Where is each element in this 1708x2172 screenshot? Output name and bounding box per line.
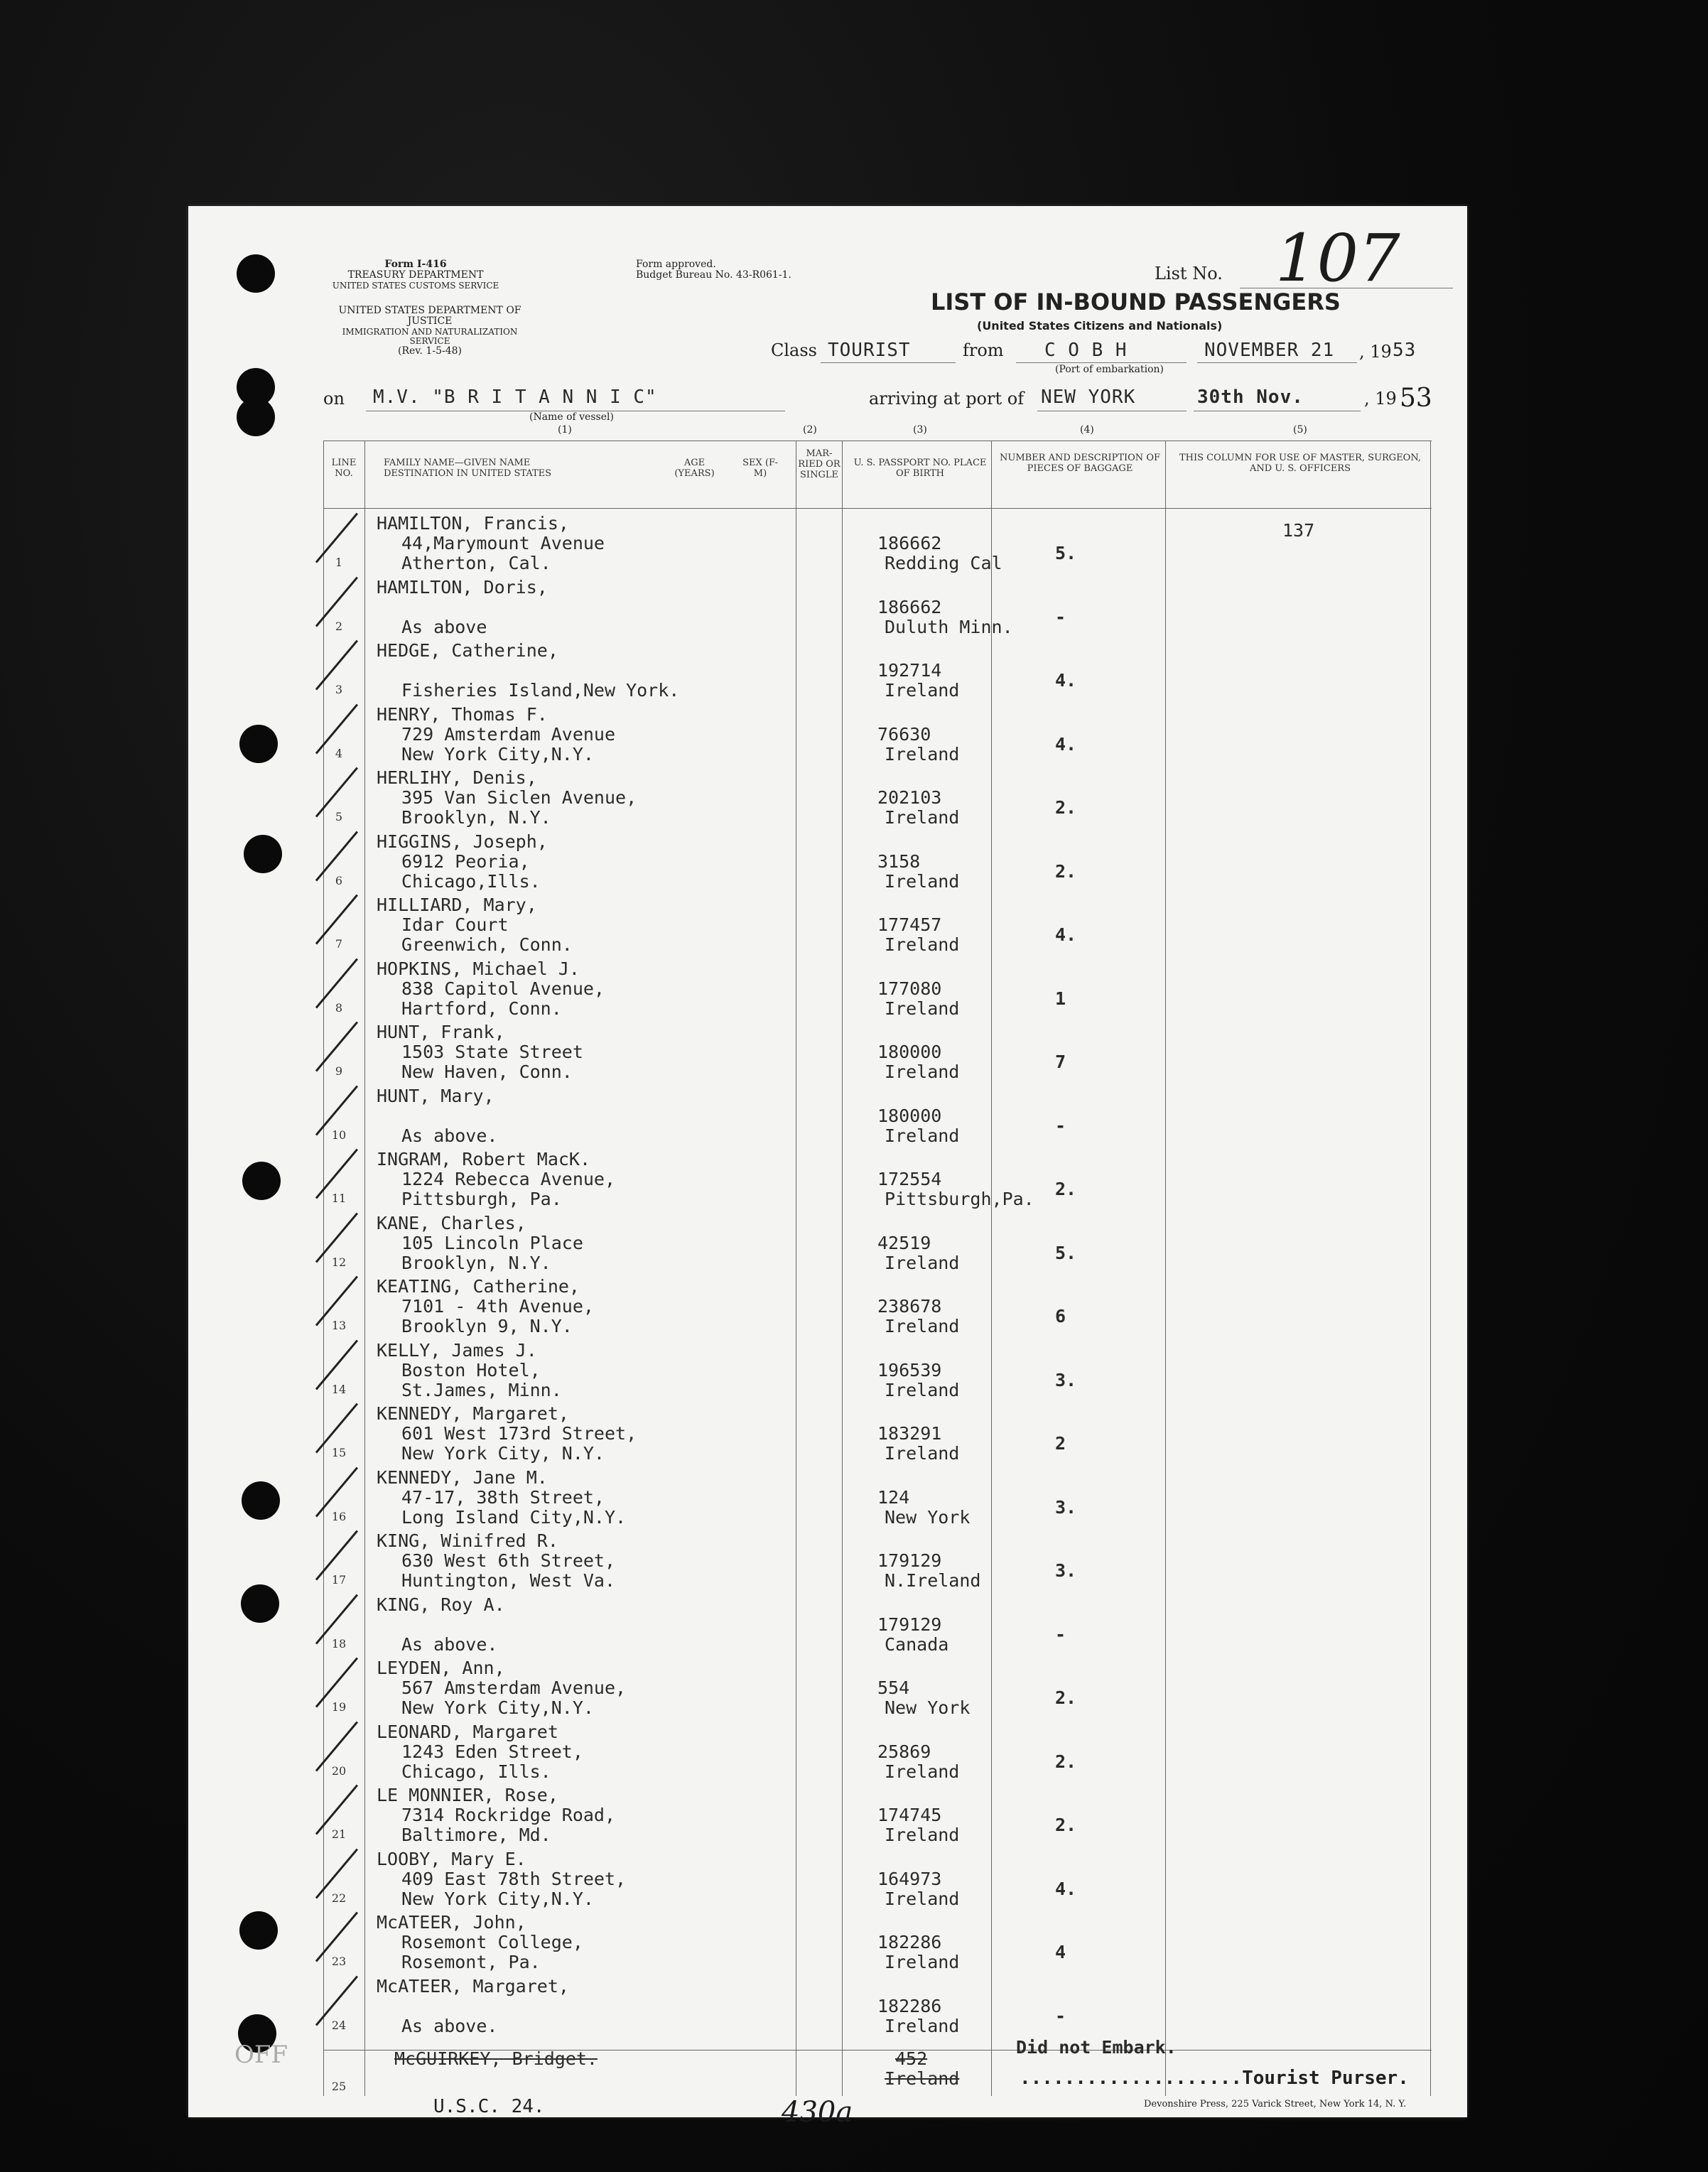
passport-number: 179129: [877, 1614, 942, 1635]
passenger-name-struck: McGUIRKEY, Bridget.: [394, 2048, 598, 2069]
place-of-birth: New York: [885, 1506, 971, 1528]
passport-number: 179129: [877, 1550, 942, 1571]
passenger-name: LOOBY, Mary E.: [377, 1848, 526, 1869]
passenger-name: HUNT, Mary,: [377, 1085, 494, 1106]
line-number: 16: [331, 1509, 347, 1523]
place-of-birth: Ireland: [885, 934, 960, 955]
place-of-birth: Ireland: [885, 1825, 960, 1845]
col-header-age: AGE (YEARS): [674, 458, 715, 479]
address-line-1: 1243 Eden Street,: [401, 1741, 583, 1762]
line-number: 18: [331, 1636, 347, 1650]
baggage-count: 2.: [1055, 1179, 1077, 1199]
passport-number: 164973: [877, 1868, 942, 1889]
table-row: [323, 1593, 1432, 1656]
justice-line-1: UNITED STATES DEPARTMENT OF JUSTICE: [338, 305, 521, 328]
place-of-birth: Ireland: [885, 1761, 960, 1782]
table-row: [323, 1084, 1432, 1147]
passenger-name: KING, Winifred R.: [377, 1530, 558, 1551]
baggage-count: 2.: [1055, 1687, 1077, 1708]
address-line-1: 395 Van Siclen Avenue,: [401, 787, 637, 808]
usc-code: U.S.C. 24.: [433, 2096, 545, 2117]
list-no-label: List No.: [1155, 264, 1223, 283]
line-number: 11: [331, 1192, 347, 1205]
line-number: 21: [331, 1827, 347, 1841]
punch-hole: [237, 398, 275, 436]
departure-year-value: 53: [1393, 340, 1417, 361]
passenger-name: HILLIARD, Mary,: [377, 895, 537, 915]
baggage-count: 4.: [1055, 670, 1077, 691]
address-line-1: Rosemont College,: [401, 1932, 583, 1952]
line-number: 20: [331, 1763, 347, 1778]
arrival-year-prefix: , 19: [1364, 389, 1397, 409]
line-number: 19: [331, 1700, 347, 1714]
arrival-date-value: 30th Nov.: [1197, 387, 1304, 408]
place-of-birth: Ireland: [885, 1061, 960, 1082]
line-number: 9: [335, 1064, 343, 1078]
baggage-count: 7: [1055, 1052, 1066, 1072]
passport-number: 180000: [877, 1105, 942, 1126]
table-row: [323, 1720, 1432, 1783]
address-line-2: Hartford, Conn.: [401, 998, 562, 1019]
passport-number: 554: [877, 1677, 910, 1698]
table-row: [323, 1529, 1432, 1592]
table-row: [323, 1211, 1432, 1275]
address-line-2: New York City,N.Y.: [401, 743, 594, 764]
baggage-count: 3.: [1055, 1560, 1077, 1581]
passenger-name: KELLY, James J.: [377, 1339, 537, 1361]
baggage-count: -: [1055, 1623, 1066, 1645]
passenger-name: LEYDEN, Ann,: [377, 1658, 505, 1678]
place-of-birth: Canada: [885, 1633, 949, 1655]
address-line-2: As above: [401, 616, 487, 637]
class-value: TOURIST: [828, 340, 911, 361]
address-line-1: 601 West 173rd Street,: [401, 1423, 637, 1444]
address-line-1: 630 West 6th Street,: [401, 1550, 616, 1571]
page-subtitle: (United States Citizens and Nationals): [977, 319, 1223, 333]
table-row: [323, 1847, 1432, 1911]
table-row: [323, 1275, 1432, 1338]
page-title: LIST OF IN-BOUND PASSENGERS: [931, 288, 1341, 315]
baggage-count: 2: [1055, 1433, 1066, 1454]
table-row: [323, 1656, 1432, 1719]
line-number: 1: [335, 556, 343, 569]
departure-date-value: NOVEMBER 21: [1204, 340, 1335, 361]
passenger-name: McATEER, John,: [377, 1912, 526, 1933]
address-line-1: 567 Amsterdam Avenue,: [401, 1677, 627, 1698]
place-of-birth: Ireland: [885, 1888, 960, 1909]
place-of-birth: Pittsburgh,Pa.: [885, 1189, 1034, 1209]
line-number: 6: [335, 873, 343, 887]
address-line-2: Fisheries Island,New York.: [401, 680, 680, 701]
table-row: [323, 1147, 1432, 1211]
punch-hole: [242, 1481, 280, 1520]
baggage-count: 6: [1055, 1306, 1066, 1327]
place-of-birth: Redding Cal: [885, 553, 1002, 573]
passport-number: 172554: [877, 1169, 942, 1189]
punch-hole: [239, 1911, 278, 1950]
col-number-1: (1): [558, 424, 572, 436]
address-line-2: Brooklyn, N.Y.: [401, 807, 551, 828]
place-of-birth: Ireland: [885, 680, 960, 701]
passenger-name: HEDGE, Catherine,: [377, 640, 558, 661]
table-row: [323, 576, 1432, 639]
baggage-count: 4: [1055, 1942, 1066, 1962]
place-of-birth: New York: [885, 1697, 971, 1718]
officer-note: 137: [1282, 520, 1315, 541]
vessel-value: M.V. "B R I T A N N I C": [373, 387, 657, 408]
baggage-count: -: [1055, 1115, 1066, 1136]
address-line-1: Boston Hotel,: [401, 1359, 541, 1381]
did-not-embark-note: Did not Embark.: [1016, 2037, 1177, 2058]
on-label: on: [323, 389, 345, 409]
address-line-1: Idar Court: [401, 914, 509, 935]
passenger-name: HUNT, Frank,: [377, 1022, 505, 1042]
col-header-baggage: NUMBER AND DESCRIPTION OF PIECES OF BAGGAGE: [999, 453, 1160, 474]
arrival-port-value: NEW YORK: [1041, 387, 1136, 408]
passport-number: 183291: [877, 1423, 942, 1444]
line-number: 8: [335, 1000, 343, 1015]
place-of-birth: Ireland: [885, 1379, 960, 1400]
punch-hole: [239, 725, 278, 763]
approval-line-2: Budget Bureau No. 43-R061-1.: [636, 269, 791, 281]
passenger-name: HIGGINS, Joseph,: [377, 831, 548, 852]
address-line-2: Long Island City,N.Y.: [401, 1506, 627, 1528]
address-line-2: Huntington, West Va.: [401, 1570, 616, 1591]
address-line-1: 1503 State Street: [401, 1042, 583, 1062]
place-of-birth: Ireland: [885, 1443, 960, 1464]
address-line-1: 47-17, 38th Street,: [401, 1486, 605, 1508]
arriving-label: arriving at port of: [869, 389, 1025, 409]
justice-line-3: (Rev. 1-5-48): [398, 345, 462, 357]
passport-number-struck: 452: [895, 2048, 928, 2069]
passport-number: 25869: [877, 1741, 931, 1762]
passport-number: 3158: [877, 850, 921, 872]
class-label: Class: [771, 340, 817, 360]
address-line-1: 7314 Rockridge Road,: [401, 1805, 616, 1825]
embark-port-label: (Port of embarkation): [1055, 364, 1164, 375]
place-of-birth: Ireland: [885, 807, 960, 828]
passenger-name: KENNEDY, Jane M.: [377, 1466, 548, 1488]
passport-number: 174745: [877, 1805, 942, 1825]
address-line-2: New York City, N.Y.: [401, 1443, 605, 1464]
line-number: 23: [331, 1955, 347, 1968]
passport-number: 76630: [877, 723, 931, 745]
handwritten-number: 430a: [782, 2096, 853, 2129]
line-number: 12: [331, 1255, 347, 1269]
address-line-2: New Haven, Conn.: [401, 1061, 573, 1082]
place-of-birth: Ireland: [885, 743, 960, 764]
place-of-birth: Ireland: [885, 1316, 960, 1336]
baggage-count: -: [1055, 606, 1066, 627]
header-bottom-rule: [323, 508, 1432, 509]
passenger-name: KENNEDY, Margaret,: [377, 1403, 569, 1424]
line-number: 15: [331, 1446, 347, 1459]
address-line-1: 729 Amsterdam Avenue: [401, 723, 616, 745]
address-line-2: New York City,N.Y.: [401, 1888, 594, 1909]
baggage-count: 2.: [1055, 1751, 1077, 1772]
baggage-count: 2.: [1055, 797, 1077, 818]
form-number: Form I-416: [384, 259, 447, 270]
baggage-count: 2.: [1055, 1815, 1077, 1835]
passport-number: 196539: [877, 1359, 942, 1381]
address-line-2: Brooklyn, N.Y.: [401, 1252, 551, 1273]
baggage-count: -: [1055, 2005, 1066, 2026]
address-line-2: As above.: [401, 1633, 498, 1655]
class-underline: [821, 362, 956, 363]
address-line-1: 838 Capitol Avenue,: [401, 978, 605, 999]
address-line-2: As above.: [401, 1125, 498, 1146]
address-line-1: 409 East 78th Street,: [401, 1868, 627, 1889]
table-row: [323, 1911, 1432, 1974]
justice-block: [323, 306, 536, 357]
line-number: 10: [331, 1128, 347, 1142]
passport-number: 186662: [877, 596, 942, 617]
baggage-count: 3.: [1055, 1369, 1077, 1390]
dept-line-1: TREASURY DEPARTMENT: [347, 269, 484, 281]
address-line-1: 6912 Peoria,: [401, 850, 530, 872]
approval-line-1: Form approved.: [636, 259, 716, 270]
address-line-2: Rosemont, Pa.: [401, 1952, 541, 1972]
table-row: [323, 1020, 1432, 1084]
passport-number: 182286: [877, 1995, 942, 2016]
passport-number: 180000: [877, 1042, 942, 1062]
arrival-year-value: 53: [1400, 384, 1432, 413]
line-number: 7: [335, 937, 343, 951]
departure-date-underline: [1197, 362, 1357, 363]
address-line-2: New York City,N.Y.: [401, 1697, 594, 1718]
passenger-name: HAMILTON, Doris,: [377, 576, 548, 598]
passenger-name: KEATING, Catherine,: [377, 1276, 580, 1297]
passport-number: 182286: [877, 1932, 942, 1952]
table-row: [323, 830, 1432, 893]
passenger-name: HERLIHY, Denis,: [377, 767, 537, 788]
baggage-count: 4.: [1055, 733, 1077, 755]
col-number-4: (4): [1080, 424, 1094, 436]
passenger-name: LEONARD, Margaret: [377, 1721, 558, 1742]
line-number: 3: [335, 683, 343, 696]
line-number: 2: [335, 619, 343, 633]
baggage-count: 3.: [1055, 1496, 1077, 1518]
table-row: [323, 1783, 1432, 1847]
address-line-1: 7101 - 4th Avenue,: [401, 1296, 594, 1317]
place-of-birth: Ireland: [885, 998, 960, 1019]
col-header-line-no: LINE NO.: [331, 458, 357, 479]
place-of-birth: Duluth Minn.: [885, 616, 1013, 637]
baggage-count: 5.: [1055, 543, 1077, 563]
passenger-name: HAMILTON, Francis,: [377, 513, 569, 534]
place-of-birth: Ireland: [885, 870, 960, 892]
table-row: [323, 957, 1432, 1020]
line-number: 24: [331, 2018, 347, 2032]
line-number: 17: [331, 1573, 347, 1587]
birthplace-struck: Ireland: [885, 2068, 960, 2089]
passenger-name: HENRY, Thomas F.: [377, 703, 548, 725]
col-header-passport: U. S. PASSPORT NO. PLACE OF BIRTH: [853, 458, 987, 479]
address-line-2: Greenwich, Conn.: [401, 934, 573, 955]
place-of-birth: Ireland: [885, 1252, 960, 1273]
table-row: [323, 512, 1432, 575]
printer-imprint: Devonshire Press, 225 Varick Street, New York 14, N. Y.: [1144, 2099, 1407, 2109]
address-line-1: 105 Lincoln Place: [401, 1232, 583, 1253]
passenger-name: KING, Roy A.: [377, 1594, 505, 1615]
punch-hole: [237, 254, 275, 293]
place-of-birth: N.Ireland: [885, 1570, 981, 1591]
table-row: [323, 1466, 1432, 1529]
passport-number: 42519: [877, 1232, 931, 1253]
address-line-2: As above.: [401, 2015, 498, 2036]
passport-number: 202103: [877, 787, 942, 808]
baggage-count: 2.: [1055, 860, 1077, 882]
table-row: [323, 1974, 1432, 2038]
passenger-name: McATEER, Margaret,: [377, 1975, 569, 1997]
col-header-sex: SEX (F-M): [742, 458, 778, 479]
form-dept-block: [330, 259, 501, 291]
baggage-count: 5.: [1055, 1242, 1077, 1263]
embark-port-value: C O B H: [1044, 340, 1128, 361]
list-no-value: 107: [1275, 220, 1400, 296]
passport-number: 177080: [877, 978, 942, 999]
address-line-1: 1224 Rebecca Avenue,: [401, 1169, 616, 1189]
passenger-name: KANE, Charles,: [377, 1212, 526, 1233]
punch-hole: [241, 1584, 279, 1623]
line-number: 14: [331, 1382, 347, 1396]
passport-number: 238678: [877, 1296, 942, 1317]
baggage-count: 4.: [1055, 1878, 1077, 1899]
punch-hole: [242, 1162, 281, 1200]
table-row: [323, 639, 1432, 702]
approval-block: [636, 259, 863, 281]
margin-note: OFF: [234, 2041, 288, 2069]
col-header-married: MAR-RIED OR SINGLE: [798, 448, 841, 480]
passport-number: 124: [877, 1486, 910, 1508]
col-number-3: (3): [913, 424, 927, 436]
col-number-2: (2): [803, 424, 817, 436]
table-row: [323, 1402, 1432, 1465]
vessel-label: (Name of vessel): [529, 411, 614, 423]
address-line-2: St.James, Minn.: [401, 1379, 562, 1400]
col-header-name: FAMILY NAME—GIVEN NAME DESTINATION IN UNITED STATES: [384, 458, 552, 479]
passenger-name: LE MONNIER, Rose,: [377, 1785, 558, 1805]
address-line-2: Chicago,Ills.: [401, 870, 541, 892]
col-number-5: (5): [1293, 424, 1307, 436]
table-row: [323, 893, 1432, 956]
passport-number: 192714: [877, 660, 942, 681]
place-of-birth: Ireland: [885, 1125, 960, 1146]
place-of-birth: Ireland: [885, 2015, 960, 2036]
passport-number: 177457: [877, 914, 942, 935]
tourist-purser-line: ....................Tourist Purser.: [1020, 2068, 1409, 2089]
address-line-1: 44,Marymount Avenue: [401, 533, 605, 553]
address-line-2: Brooklyn 9, N.Y.: [401, 1316, 573, 1336]
passport-number: 186662: [877, 533, 942, 553]
line-number: 5: [335, 810, 343, 823]
address-line-2: Atherton, Cal.: [401, 553, 551, 573]
table-row: [323, 703, 1432, 766]
line-number: 22: [331, 1891, 347, 1905]
address-line-2: Baltimore, Md.: [401, 1825, 551, 1845]
baggage-count: 4.: [1055, 924, 1077, 945]
from-label: from: [963, 340, 1004, 360]
col-header-officers: THIS COLUMN FOR USE OF MASTER, SURGEON, AND U. S. OFFICERS: [1179, 453, 1422, 474]
address-line-2: Chicago, Ills.: [401, 1761, 551, 1782]
line-number: 4: [335, 746, 343, 760]
address-line-2: Pittsburgh, Pa.: [401, 1189, 562, 1209]
table-row: [323, 766, 1432, 829]
justice-line-2: IMMIGRATION AND NATURALIZATION SERVICE: [342, 326, 518, 346]
table-row: [323, 1339, 1432, 1402]
line-number: 25: [331, 2080, 347, 2093]
place-of-birth: Ireland: [885, 1952, 960, 1972]
passenger-name: HOPKINS, Michael J.: [377, 958, 580, 979]
passenger-name: INGRAM, Robert MacK.: [377, 1149, 591, 1169]
passenger-table: [323, 441, 1432, 2096]
baggage-count: 1: [1055, 988, 1066, 1009]
line-number: 13: [331, 1319, 347, 1332]
departure-year-prefix: , 19: [1359, 342, 1392, 362]
dept-line-2: UNITED STATES CUSTOMS SERVICE: [332, 280, 499, 291]
punch-hole: [244, 835, 282, 873]
embark-port-underline: [1016, 362, 1187, 363]
